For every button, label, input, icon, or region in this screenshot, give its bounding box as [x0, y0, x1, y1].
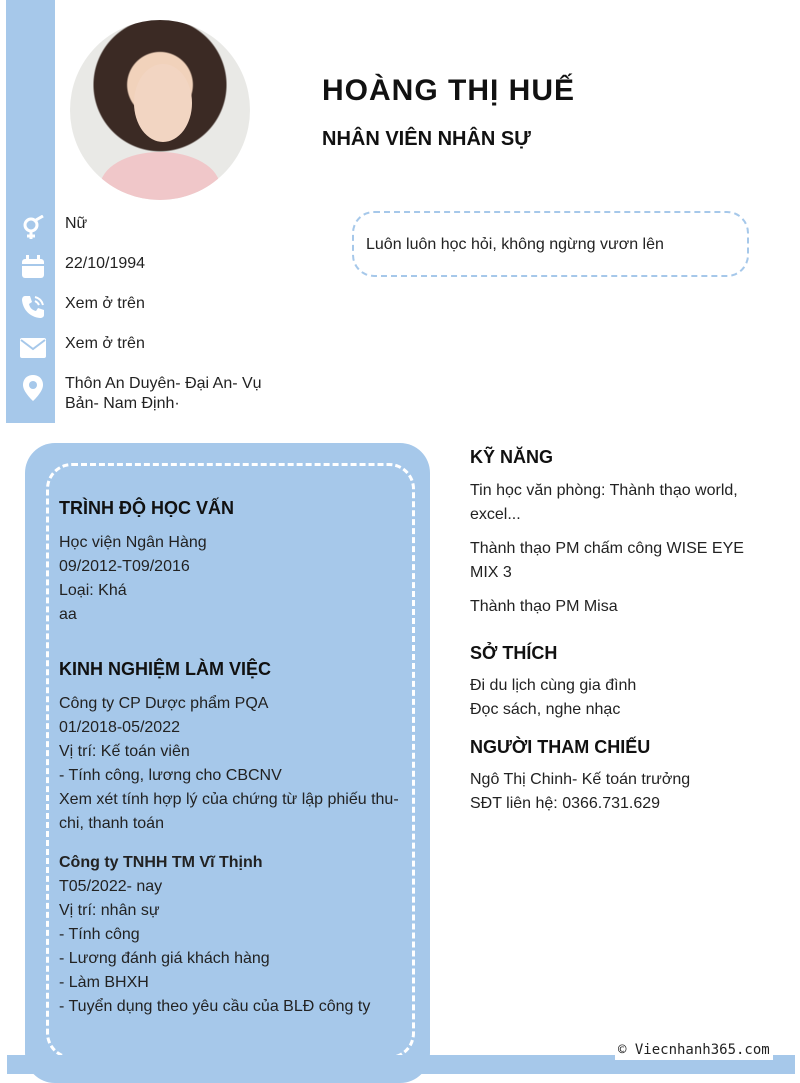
birthday-text: 22/10/1994: [65, 255, 146, 272]
hobbies-list: [470, 674, 636, 722]
skill-item: Thành thạo PM chấm công WISE EYE MIX 3: [470, 540, 744, 581]
education-line: 09/2012-T09/2016: [59, 558, 190, 575]
experience-line: - Làm BHXH: [59, 974, 149, 991]
experience-job-1: [59, 692, 399, 836]
gender-row: [0, 208, 300, 248]
calendar-icon: [19, 253, 47, 281]
birthday-row: [0, 248, 300, 288]
candidate-name: HOÀNG THỊ HUẾ: [322, 74, 575, 107]
experience-line: Vị trí: Kế toán viên: [59, 743, 190, 760]
hobby-item: Đi du lịch cùng gia đình: [470, 677, 637, 694]
experience-line: - Tính công, lương cho CBCNV: [59, 767, 282, 784]
education-line: aa: [59, 606, 77, 623]
skill-item: Tin học văn phòng: Thành thạo world, excel...: [470, 482, 738, 523]
experience-company: Công ty TNHH TM Vĩ Thịnh: [59, 854, 263, 871]
skills-list: [470, 479, 760, 629]
address-row: [0, 368, 300, 424]
references-list: [470, 768, 690, 816]
gender-text: Nữ: [65, 215, 88, 232]
experience-line: - Tính công: [59, 926, 140, 943]
experience-line: 01/2018-05/2022: [59, 719, 180, 736]
skill-item: Thành thạo PM Misa: [470, 598, 618, 615]
copyright-text: © Viecnhanh365.com: [615, 1040, 773, 1060]
education-title: TRÌNH ĐỘ HỌC VẤN: [59, 498, 234, 518]
experience-line: Xem xét tính hợp lý của chứng từ lập phiếu thu-: [59, 791, 399, 808]
skills-title: KỸ NĂNG: [470, 447, 554, 467]
address-text: [65, 374, 285, 414]
education-line: Loại: Khá: [59, 582, 127, 599]
education-details: [59, 531, 207, 627]
experience-line: - Tuyển dụng theo yêu cầu của BLĐ công ty: [59, 998, 371, 1015]
address-line-2: Bản- Nam Định·: [65, 395, 180, 412]
experience-line: T05/2022- nay: [59, 878, 163, 895]
phone-icon: [19, 293, 47, 321]
location-pin-icon: [19, 374, 47, 402]
education-line: Học viện Ngân Hàng: [59, 534, 207, 551]
references-title: NGƯỜI THAM CHIẾU: [470, 737, 651, 757]
experience-title: KINH NGHIỆM LÀM VIỆC: [59, 659, 272, 679]
hobby-item: Đọc sách, nghe nhạc: [470, 701, 621, 718]
candidate-position: NHÂN VIÊN NHÂN SỰ: [322, 128, 531, 150]
address-line-1: Thôn An Duyên- Đại An- Vụ: [65, 375, 262, 392]
phone-row: [0, 288, 300, 328]
reference-line: SĐT liên hệ: 0366.731.629: [470, 795, 661, 812]
experience-line: chi, thanh toán: [59, 815, 164, 832]
experience-line: - Lương đánh giá khách hàng: [59, 950, 270, 967]
email-row: [0, 328, 300, 368]
gender-icon: [19, 214, 47, 242]
envelope-icon: [19, 334, 47, 362]
experience-line: Công ty CP Dược phẩm PQA: [59, 695, 269, 712]
phone-text: Xem ở trên: [65, 295, 145, 312]
experience-job-2: [59, 851, 370, 1019]
hobbies-title: SỞ THÍCH: [470, 643, 558, 663]
career-objective: Luôn luôn học hỏi, không ngừng vươn lên: [352, 211, 749, 277]
profile-photo: [70, 20, 250, 200]
email-text: Xem ở trên: [65, 335, 145, 352]
experience-line: Vị trí: nhân sự: [59, 902, 160, 919]
reference-line: Ngô Thị Chinh- Kế toán trưởng: [470, 771, 691, 788]
